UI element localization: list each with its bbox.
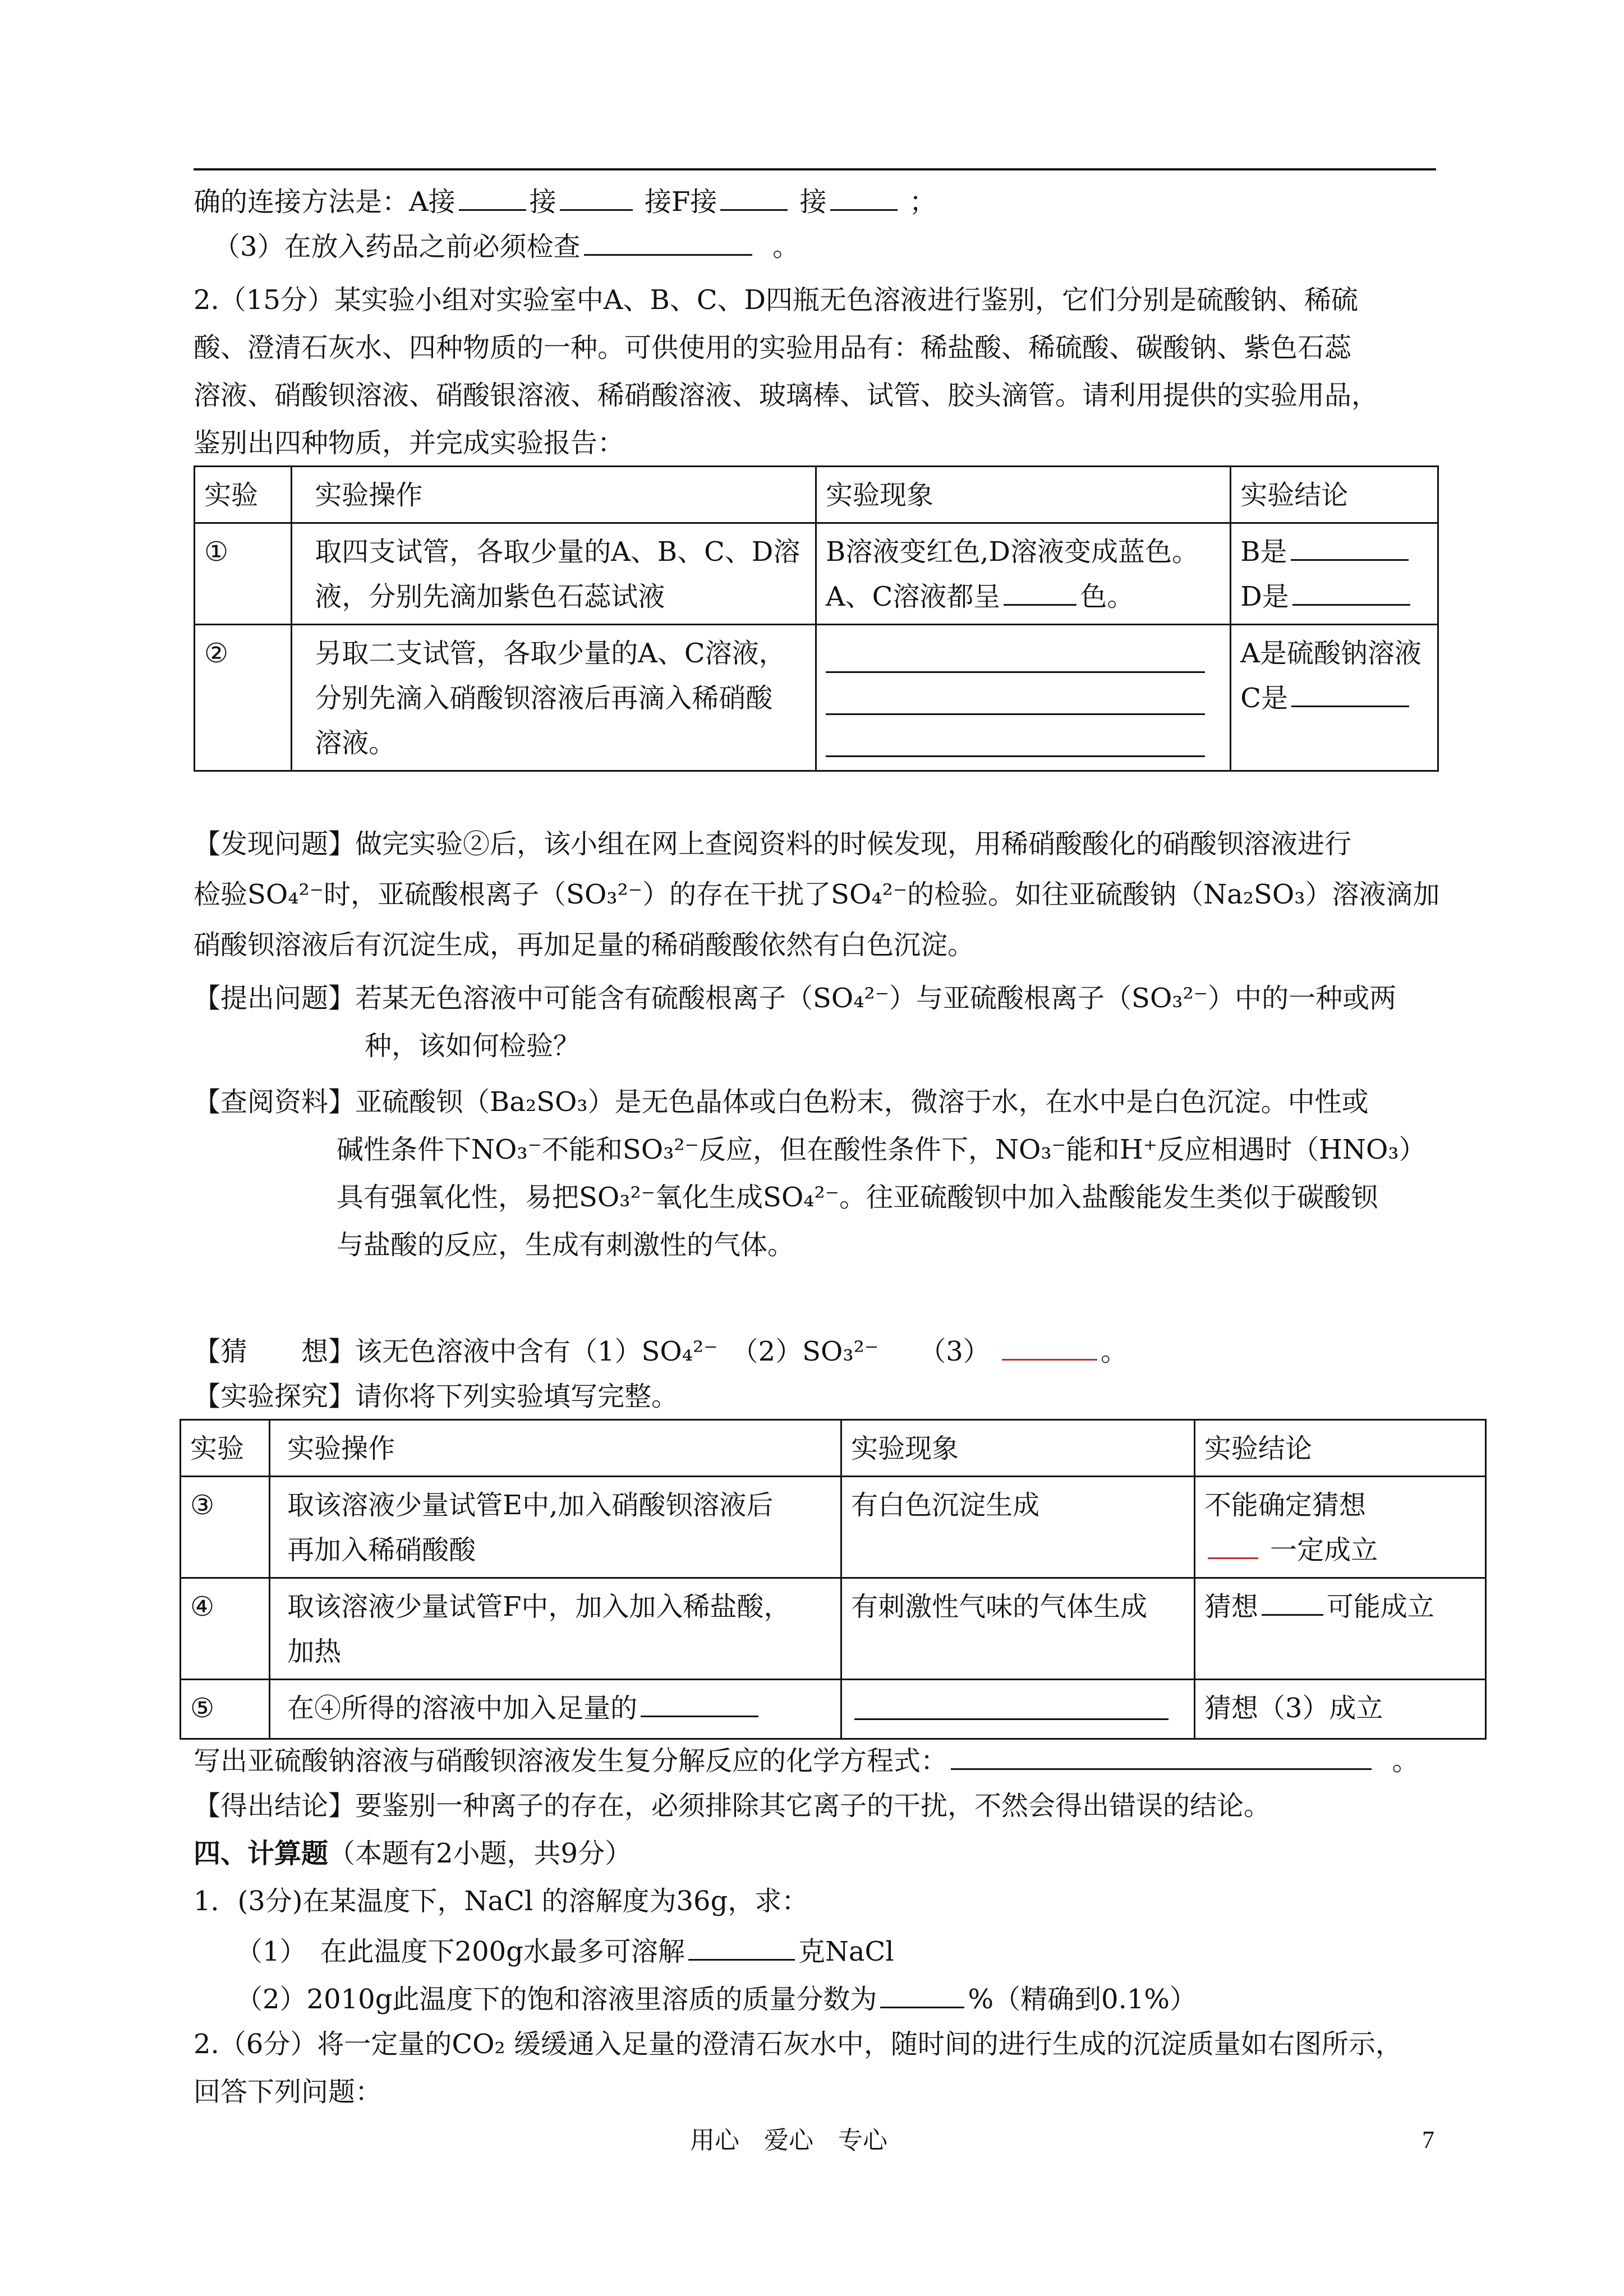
text: 接 <box>529 186 556 218</box>
text: 克NaCl <box>798 1936 894 1967</box>
text: 接F接 <box>644 186 717 218</box>
check-before-loading-line <box>213 227 799 264</box>
experiment-number: ③ <box>181 1477 270 1578</box>
calc-question-1b <box>236 1980 1197 2016</box>
text: A是硫酸钠溶液 <box>1240 638 1421 669</box>
text: 确的连接方法是：A接 <box>194 186 456 218</box>
operation-cell <box>270 1578 841 1680</box>
text: D是 <box>1240 581 1289 612</box>
q2-paragraph-line: 鉴别出四种物质，并完成实验报告： <box>194 427 625 459</box>
text: （3）在放入药品之前必须检查 <box>213 231 581 262</box>
text: 取四支试管，各取少量的A、B、C、D溶 <box>315 536 801 568</box>
text: 在④所得的溶液中加入足量的 <box>287 1693 638 1724</box>
discover-problem-line: 检验SO₄²⁻时，亚硫酸根离子（SO₃²⁻）的存在干扰了SO₄²⁻的检验。如往亚硫酸钠（Na₂SO₃）溶液滴加 <box>194 879 1440 910</box>
answer-blank[interactable] <box>584 227 752 256</box>
text: 另取二支试管，各取少量的A、C溶液， <box>315 638 786 669</box>
page-number: 7 <box>1422 2126 1434 2154</box>
reference-line: 碱性条件下NO₃⁻不能和SO₃²⁻反应，但在酸性条件下，NO₃⁻能和H⁺反应相遇时（HNO₃） <box>337 1134 1426 1165</box>
header-cell: 实验现象 <box>816 467 1231 523</box>
propose-question-line: 种，该如何检验？ <box>365 1030 581 1062</box>
answer-blank[interactable] <box>688 1932 795 1961</box>
text: 一定成立 <box>1270 1534 1378 1566</box>
answer-blank[interactable] <box>1291 679 1409 707</box>
table-header-row <box>195 467 1438 523</box>
answer-blank[interactable] <box>826 724 1205 757</box>
answer-blank[interactable] <box>720 182 788 211</box>
conclusion-cell: 猜想（3）成立 <box>1194 1680 1485 1739</box>
answer-blank[interactable] <box>1002 1332 1097 1361</box>
experiment-number: ② <box>195 625 292 771</box>
reference-line: 与盐酸的反应，生成有刺激性的气体。 <box>337 1229 795 1261</box>
table-row <box>195 523 1438 625</box>
answer-blank[interactable] <box>826 682 1205 715</box>
text: 取该溶液少量试管F中，加入加入稀盐酸， <box>287 1591 791 1622</box>
hypothesis-line <box>194 1332 1128 1368</box>
text: 取该溶液少量试管E中,加入硝酸钡溶液后 <box>287 1490 774 1521</box>
calc-question-2: 回答下列问题： <box>194 2076 383 2108</box>
text: B是 <box>1240 536 1287 568</box>
header-rule <box>194 168 1436 170</box>
q2-paragraph-line: 溶液、硝酸钡溶液、硝酸银溶液、稀硝酸溶液、玻璃棒、试管、胶头滴管。请利用提供的实验用品， <box>194 380 1379 411</box>
header-cell: 实验 <box>181 1420 270 1477</box>
conclusion-cell <box>1231 625 1438 771</box>
calc-question-1a <box>236 1932 894 1968</box>
text: 写出亚硫酸钠溶液与硝酸钡溶液发生复分解反应的化学方程式： <box>194 1745 948 1777</box>
header-cell: 实验结论 <box>1194 1420 1485 1477</box>
text: 色。 <box>1080 581 1134 612</box>
discover-problem-line: 硝酸钡溶液后有沉淀生成，再加足量的稀硝酸酸依然有白色沉淀。 <box>194 929 975 961</box>
answer-blank[interactable] <box>854 1691 1168 1720</box>
header-cell: 实验现象 <box>841 1420 1195 1477</box>
answer-blank[interactable] <box>1262 1587 1323 1616</box>
text: 溶液。 <box>315 727 396 759</box>
section-title <box>194 1837 632 1870</box>
text: C是 <box>1240 683 1288 714</box>
operation-cell <box>292 523 816 625</box>
text: 接 <box>799 186 827 218</box>
text: 四、计算题 <box>194 1838 329 1869</box>
operation-cell <box>270 1680 841 1739</box>
header-cell: 实验操作 <box>292 467 816 523</box>
phenomenon-cell <box>816 625 1231 771</box>
operation-cell <box>292 625 816 771</box>
footer-slogan: 用心 爱心 专心 <box>690 2126 887 2155</box>
text: 。 <box>1392 1745 1419 1777</box>
text: 液，分别先滴加紫色石蕊试液 <box>315 581 665 612</box>
answer-blank[interactable] <box>951 1741 1372 1770</box>
answer-blank[interactable] <box>641 1689 758 1717</box>
text: %（精确到0.1%） <box>968 1984 1197 2015</box>
operation-cell <box>270 1477 841 1578</box>
text: 再加入稀硝酸酸 <box>287 1534 476 1566</box>
answer-blank[interactable] <box>826 640 1205 673</box>
text: （1） 在此温度下200g水最多可溶解 <box>236 1936 685 1967</box>
text: （2）2010g此温度下的饱和溶液里溶质的质量分数为 <box>236 1984 877 2015</box>
table-row <box>181 1477 1486 1578</box>
text: （本题有2小题，共9分） <box>328 1838 632 1869</box>
phenomenon-cell: 有刺激性气味的气体生成 <box>841 1578 1195 1680</box>
q2-paragraph-line: 酸、澄清石灰水、四种物质的一种。可供使用的实验用品有：稀盐酸、稀硫酸、碳酸钠、紫色石蕊 <box>194 332 1352 363</box>
text: 【猜 想】该无色溶液中含有（1）SO₄²⁻ （2）SO₃²⁻ （3） <box>194 1336 990 1367</box>
text: B溶液变红色,D溶液变成蓝色。 <box>826 536 1199 568</box>
text: A、C溶液都呈 <box>826 581 1001 612</box>
phenomenon-cell: 有白色沉淀生成 <box>841 1477 1195 1578</box>
table-row <box>181 1578 1486 1680</box>
answer-blank[interactable] <box>1004 577 1076 606</box>
table-row <box>195 625 1438 771</box>
exploration-table <box>180 1419 1487 1740</box>
conclusion-cell <box>1194 1578 1485 1680</box>
answer-blank[interactable] <box>459 182 526 211</box>
conclusion-cell <box>1231 523 1438 625</box>
propose-question-line: 【提出问题】若某无色溶液中可能含有硫酸根离子（SO₄²⁻）与亚硫酸根离子（SO₃²⁻）中的一种或两 <box>194 983 1397 1014</box>
text: 猜想 <box>1204 1591 1258 1622</box>
calc-question-1: 1．(3分)在某温度下，NaCl 的溶解度为36g，求： <box>194 1885 809 1917</box>
phenomenon-cell <box>841 1680 1195 1739</box>
text: 。 <box>1101 1336 1128 1367</box>
phenomenon-cell <box>816 523 1231 625</box>
conclusion-line: 【得出结论】要鉴别一种离子的存在，必须排除其它离子的干扰，不然会得出错误的结论。 <box>194 1790 1271 1822</box>
experiment-number: ① <box>195 523 292 625</box>
reference-line: 【查阅资料】亚硫酸钡（Ba₂SO₃）是无色晶体或白色粉末，微溶于水，在水中是白色沉淀。中性或 <box>194 1086 1369 1118</box>
text: 加热 <box>287 1636 342 1667</box>
connection-method-line <box>194 182 936 219</box>
text: ； <box>909 186 936 218</box>
q2-paragraph-line: 2.（15分）某实验小组对实验室中A、B、C、D四瓶无色溶液进行鉴别，它们分别是硫酸钠、稀硫 <box>194 284 1359 316</box>
text: 。 <box>772 231 800 262</box>
text: 不能确定猜想 <box>1204 1490 1366 1521</box>
identification-table <box>194 465 1439 772</box>
text: 可能成立 <box>1326 1591 1434 1622</box>
answer-blank[interactable] <box>830 182 898 211</box>
header-cell: 实验操作 <box>270 1420 841 1477</box>
answer-blank[interactable] <box>880 1980 964 2008</box>
calc-question-2: 2.（6分）将一定量的CO₂ 缓缓通入足量的澄清石灰水中，随时间的进行生成的沉淀质量如右图所示， <box>194 2028 1402 2060</box>
header-cell: 实验 <box>195 467 292 523</box>
table-header-row <box>181 1420 1486 1477</box>
answer-blank[interactable] <box>560 182 633 211</box>
table-row <box>181 1680 1486 1739</box>
reference-line: 具有强氧化性，易把SO₃²⁻氧化生成SO₄²⁻。往亚硫酸钡中加入盐酸能发生类似于碳酸钡 <box>337 1182 1378 1213</box>
answer-blank[interactable] <box>1208 1530 1258 1559</box>
equation-line <box>194 1741 1419 1778</box>
answer-blank[interactable] <box>1292 577 1410 606</box>
experiment-number: ⑤ <box>181 1680 270 1739</box>
text: 分别先滴入硝酸钡溶液后再滴入稀硝酸 <box>315 683 773 714</box>
experiment-number: ④ <box>181 1578 270 1680</box>
explore-line: 【实验探究】请你将下列实验填写完整。 <box>194 1381 679 1412</box>
answer-blank[interactable] <box>1291 532 1409 561</box>
discover-problem-line: 【发现问题】做完实验②后，该小组在网上查阅资料的时候发现，用稀硝酸酸化的硝酸钡溶液进行 <box>194 828 1352 860</box>
conclusion-cell <box>1194 1477 1485 1578</box>
header-cell: 实验结论 <box>1231 467 1438 523</box>
